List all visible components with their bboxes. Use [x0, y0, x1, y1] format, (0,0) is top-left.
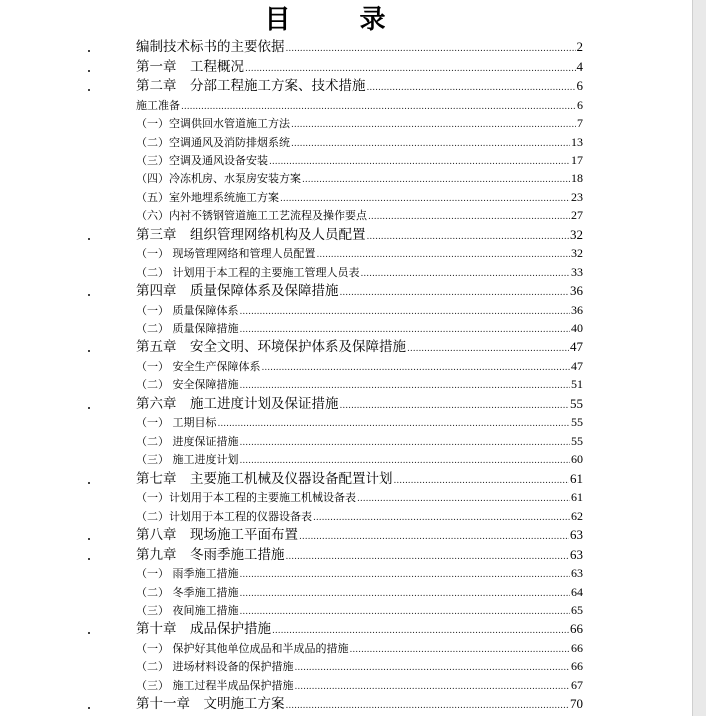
dot-leader	[291, 117, 576, 133]
toc-entry-label: （一）空调供回水管道施工方法	[136, 117, 290, 131]
toc-entry-label: （一） 工期目标	[136, 416, 217, 430]
toc-page-number: 40	[571, 321, 583, 335]
toc-entry-label: （六）内衬不锈钢管道施工工艺流程及操作要点	[136, 209, 367, 223]
toc-entry-label: （二） 安全保障措施	[136, 378, 239, 392]
toc-page-number: 63	[570, 527, 583, 542]
toc-page-number: 33	[571, 264, 583, 279]
toc-chapter-entry[interactable]	[136, 695, 583, 713]
toc-entry-label: （三） 施工进度计划	[136, 453, 239, 467]
toc-entry-label: 第六章 施工进度计划及保证措施	[136, 395, 339, 412]
toc-page-number: 66	[571, 659, 583, 674]
dot-leader	[280, 191, 570, 207]
toc-chapter-entry[interactable]	[136, 282, 583, 300]
toc-page-number: 6	[577, 97, 583, 112]
margin-mark	[88, 50, 90, 52]
toc-section-entry[interactable]	[136, 245, 583, 261]
margin-mark	[88, 407, 90, 409]
dot-leader	[350, 642, 571, 658]
toc-page-number: 36	[570, 283, 583, 298]
dot-leader	[394, 472, 570, 490]
toc-page-number: 17	[571, 153, 583, 167]
margin-mark	[88, 350, 90, 352]
dot-leader	[181, 99, 576, 115]
toc-section-entry[interactable]	[136, 264, 583, 280]
toc-page-number: 63	[571, 566, 583, 581]
toc-page-number: 66	[571, 641, 583, 655]
toc-entry-label: 施工准备	[136, 98, 180, 112]
toc-entry-label: 第九章 冬雨季施工措施	[136, 546, 285, 563]
toc-page-number: 60	[571, 452, 583, 467]
toc-chapter-entry[interactable]	[136, 77, 583, 95]
toc-entry-label: （一） 雨季施工措施	[136, 567, 239, 581]
toc-section-entry[interactable]	[136, 189, 583, 205]
toc-section-entry[interactable]	[136, 207, 583, 223]
toc-section-entry[interactable]	[136, 565, 583, 581]
dot-leader	[299, 528, 569, 546]
dot-leader	[240, 586, 571, 602]
toc-page-number: 55	[571, 415, 583, 430]
toc-page-number: 67	[571, 677, 583, 692]
dot-leader	[367, 79, 576, 97]
toc-entry-label: 第十章 成品保护措施	[136, 621, 271, 638]
toc-section-entry[interactable]	[136, 677, 583, 693]
toc-page-number: 32	[571, 246, 583, 261]
margin-mark	[88, 707, 90, 709]
dot-leader	[407, 340, 569, 358]
dot-leader	[361, 266, 571, 282]
toc-entry-label: （一） 质量保障体系	[136, 303, 239, 317]
toc-entry-label: （一） 现场管理网络和管理人员配置	[136, 247, 316, 261]
toc-entry-label: （二） 质量保障措施	[136, 322, 239, 335]
toc-page-number: 47	[571, 359, 583, 373]
margin-mark	[88, 89, 90, 91]
dot-leader	[368, 209, 570, 225]
dot-leader	[286, 548, 570, 566]
toc-page-number: 61	[571, 490, 583, 505]
toc-entry-label: 第四章 质量保障体系及保障措施	[136, 283, 339, 299]
dot-leader	[286, 40, 576, 58]
page-edge-strip	[692, 0, 706, 716]
page-title: 目 录	[264, 5, 416, 35]
toc-page-number: 23	[571, 189, 583, 204]
dot-leader	[240, 567, 571, 583]
toc-entry-label: （二） 冬季施工措施	[136, 585, 239, 599]
toc-section-entry[interactable]	[136, 658, 583, 674]
toc-section-entry[interactable]	[136, 302, 583, 318]
margin-mark	[88, 538, 90, 540]
toc-page-number: 47	[570, 339, 583, 355]
toc-section-entry[interactable]	[136, 584, 583, 600]
dot-leader	[317, 247, 571, 263]
toc-section-entry[interactable]	[136, 602, 583, 618]
toc-section-entry[interactable]	[136, 97, 583, 113]
toc-section-entry[interactable]	[136, 170, 583, 186]
toc-section-entry[interactable]	[136, 433, 583, 449]
toc-section-entry[interactable]	[136, 640, 583, 656]
toc-section-entry[interactable]	[136, 414, 583, 430]
toc-entry-label: 第十一章 文明施工方案	[136, 696, 285, 713]
toc-section-entry[interactable]	[136, 508, 583, 524]
toc-entry-label: 第二章 分部工程施工方案、技术措施	[136, 78, 366, 95]
dot-leader	[340, 397, 570, 415]
dot-leader	[272, 622, 569, 640]
toc-entry-label: 第三章 组织管理网络机构及人员配置	[136, 226, 366, 243]
toc-entry-label: （一）计划用于本工程的主要施工机械设备表	[136, 491, 356, 505]
toc-chapter-entry[interactable]	[136, 620, 583, 638]
toc-entry-label: （三） 夜间施工措施	[136, 604, 239, 617]
toc-entry-label: （二）计划用于本工程的仪器设备表	[136, 509, 312, 523]
toc-entry-label: （二）空调通风及消防排烟系统	[136, 135, 290, 149]
toc-section-entry[interactable]	[136, 152, 583, 168]
toc-page-number: 32	[570, 226, 583, 242]
toc-chapter-entry[interactable]	[136, 546, 583, 564]
toc-entry-label: （三）空调及通风设备安装	[136, 154, 268, 167]
dot-leader	[240, 304, 571, 320]
toc-page-number: 7	[577, 116, 583, 131]
toc-page-number: 70	[570, 696, 583, 712]
toc-page-number: 6	[576, 78, 583, 94]
toc-page-number: 61	[570, 470, 583, 486]
toc-page-number: 2	[576, 39, 583, 54]
toc-section-entry[interactable]	[136, 451, 583, 467]
toc-page-number: 4	[576, 58, 583, 74]
dot-leader	[269, 154, 570, 170]
toc-page-number: 66	[570, 621, 583, 637]
toc-entry-label: （一） 保护好其他单位成品和半成品的措施	[136, 642, 349, 655]
toc-section-entry[interactable]	[136, 376, 583, 392]
margin-mark	[88, 558, 90, 560]
dot-leader	[291, 136, 570, 152]
toc-entry-label: （四）冷冻机房、水泵房安装方案	[136, 172, 301, 186]
toc-entry-label: （二） 计划用于本工程的主要施工管理人员表	[136, 265, 360, 279]
dot-leader	[240, 435, 571, 451]
dot-leader	[240, 378, 571, 394]
toc-page-number: 18	[571, 171, 583, 186]
toc-chapter-entry[interactable]	[136, 226, 583, 244]
toc-chapter-entry[interactable]	[136, 58, 583, 76]
toc-page-number: 55	[570, 395, 583, 411]
dot-leader	[367, 228, 570, 246]
dot-leader	[240, 453, 571, 469]
toc-chapter-entry[interactable]	[136, 470, 583, 488]
toc-page-number: 63	[570, 546, 583, 562]
margin-mark	[88, 632, 90, 634]
dot-leader	[357, 491, 570, 507]
toc-section-entry[interactable]	[136, 489, 583, 505]
dot-leader	[240, 604, 571, 620]
dot-leader	[245, 60, 576, 78]
toc-section-entry[interactable]	[136, 115, 583, 131]
toc-page-number: 55	[571, 433, 583, 448]
toc-entry-label: （五）室外地埋系统施工方案	[136, 190, 279, 204]
toc-entry-label: 第五章 安全文明、环境保护体系及保障措施	[136, 339, 406, 356]
dot-leader	[340, 284, 570, 302]
dot-leader	[286, 697, 570, 715]
margin-mark	[88, 482, 90, 484]
toc-chapter-entry[interactable]	[136, 395, 583, 413]
toc-entry-label: 第一章 工程概况	[136, 58, 244, 75]
margin-mark	[88, 70, 90, 72]
toc-chapter-entry[interactable]	[136, 526, 583, 544]
toc-entry-label: 第八章 现场施工平面布置	[136, 527, 298, 543]
margin-mark	[88, 294, 90, 296]
toc-entry-label: （一） 安全生产保障体系	[136, 360, 261, 373]
margin-mark	[88, 238, 90, 240]
toc-section-entry[interactable]	[136, 358, 583, 374]
toc-page-number: 27	[571, 208, 583, 223]
toc-page-number: 62	[571, 508, 583, 523]
toc-entry-label: 编制技术标书的主要依据	[136, 39, 285, 55]
toc-page-number: 65	[571, 603, 583, 617]
toc-entry-label: 第七章 主要施工机械及仪器设备配置计划	[136, 470, 393, 487]
toc-page-number: 36	[571, 302, 583, 317]
toc-entry-label: （三） 施工过程半成品保护措施	[136, 678, 294, 692]
dot-leader	[295, 660, 571, 676]
dot-leader	[240, 322, 571, 338]
toc-page-number: 13	[571, 134, 583, 149]
dot-leader	[313, 510, 570, 526]
toc-entry-label: （二） 进度保证措施	[136, 434, 239, 448]
toc-page-number: 51	[571, 377, 583, 392]
toc-chapter-entry[interactable]	[136, 38, 583, 56]
dot-leader	[262, 360, 571, 376]
dot-leader	[302, 172, 570, 188]
toc-entry-label: （二） 进场材料设备的保护措施	[136, 660, 294, 674]
dot-leader	[295, 679, 571, 695]
toc-section-entry[interactable]	[136, 134, 583, 150]
toc-chapter-entry[interactable]	[136, 338, 583, 356]
toc-section-entry[interactable]	[136, 320, 583, 336]
dot-leader	[218, 416, 571, 432]
toc-page-number: 64	[571, 584, 583, 599]
